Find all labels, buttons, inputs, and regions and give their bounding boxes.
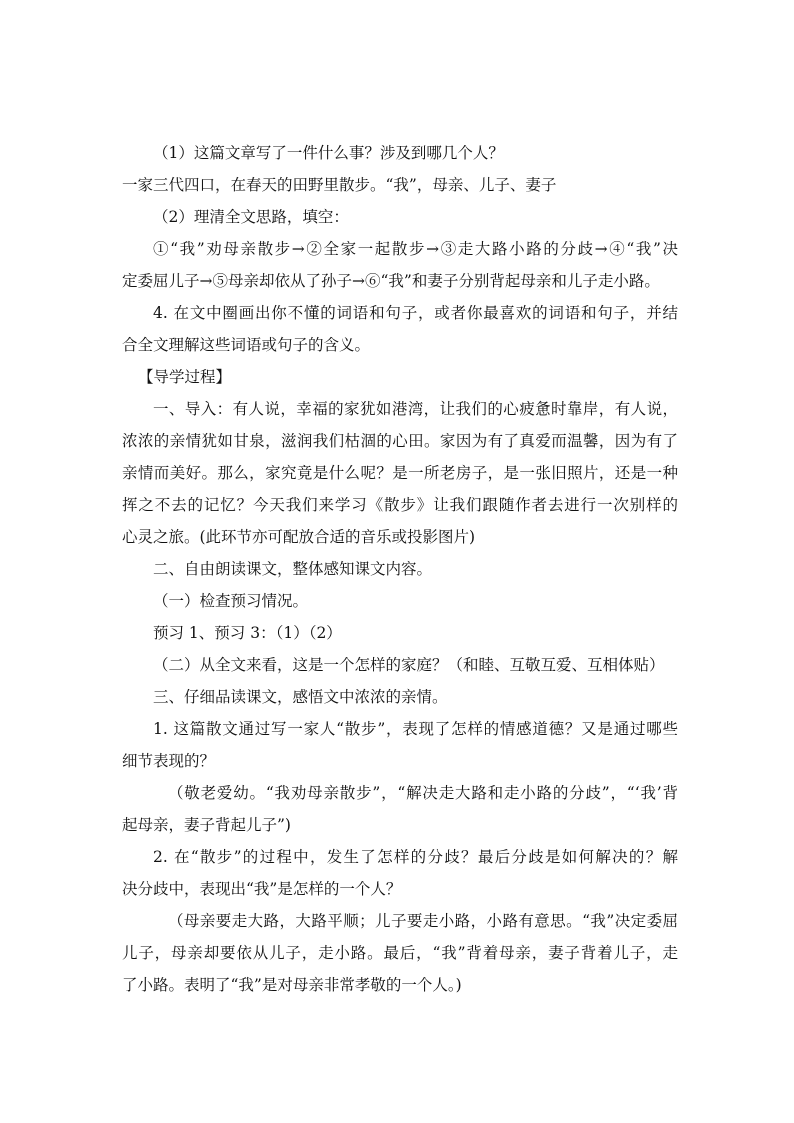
text-line: 二、自由朗读课文，整体感知课文内容。 <box>153 560 433 578</box>
text-line: 一家三代四口，在春天的田野里散步。“我”，母亲、儿子、妻子 <box>122 176 557 194</box>
text-line: 一、导入：有人说，幸福的家犹如港湾，让我们的心疲惫时靠岸，有人说， <box>153 400 678 418</box>
section-heading: 【导学过程】 <box>138 368 232 386</box>
text-line: 挥之不去的记忆？今天我们来学习《散步》让我们跟随作者去进行一次别样的 <box>122 496 678 514</box>
text-line: （母亲要走大路，大路平顺；儿子要走小路，小路有意思。“我”决定委屈 <box>168 912 678 930</box>
text-line: 定委屈儿子→⑤母亲却依从了孙子→⑥“我”和妻子分别背起母亲和儿子走小路。 <box>122 272 660 290</box>
text-line: （二）从全文来看，这是一个怎样的家庭？（和睦、互敬互爱、互相体贴） <box>153 656 665 674</box>
text-line: 细节表现的？ <box>122 752 216 770</box>
check-preview-paragraph <box>122 585 678 617</box>
text-line: （一）检查预习情况。 <box>153 592 309 610</box>
text-line: 亲情而美好。那么，家究竟是什么呢？是一所老房子，是一张旧照片，还是一种 <box>122 464 678 482</box>
text-line: 心灵之旅。(此环节亦可配放合适的音乐或投影图片) <box>122 528 476 546</box>
section-heading-paragraph <box>122 361 678 393</box>
text-line: 决分歧中，表现出“我”是怎样的一个人？ <box>122 880 402 898</box>
answer-2-paragraph <box>122 233 678 297</box>
discussion-1-paragraph <box>122 713 678 777</box>
question-2-paragraph <box>122 201 678 233</box>
text-line: 起母亲，妻子背起儿子”) <box>122 816 291 834</box>
family-question-paragraph <box>122 649 678 681</box>
text-line: 合全文理解这些词语或句子的含义。 <box>122 336 371 354</box>
preview-items-paragraph <box>122 617 678 649</box>
discussion-1-answer-paragraph <box>122 777 678 841</box>
task-4-paragraph <box>122 297 678 361</box>
text-line: 4. 在文中圈画出你不懂的词语和句子，或者你最喜欢的词语和句子，并结 <box>153 304 678 322</box>
document-body <box>122 137 678 1001</box>
text-line: 儿子，母亲却要依从儿子，走小路。最后，“我”背着母亲，妻子背着儿子，走 <box>122 944 678 962</box>
text-line: （敬老爱幼。“我劝母亲散步”，“解决走大路和走小路的分歧”，“‘我’背 <box>168 784 678 802</box>
step-3-paragraph <box>122 681 678 713</box>
text-line: 1. 这篇散文通过写一家人“散步”，表现了怎样的情感道德？又是通过哪些 <box>153 720 678 738</box>
step-2-paragraph <box>122 553 678 585</box>
text-line: ①“我”劝母亲散步→②全家一起散步→③走大路小路的分歧→④“我”决 <box>153 240 678 258</box>
discussion-2-answer-paragraph <box>122 905 678 1001</box>
text-line: 浓浓的亲情犹如甘泉，滋润我们枯涸的心田。家因为有了真爱而温馨，因为有了 <box>122 432 678 450</box>
text-line: 了小路。表明了“我”是对母亲非常孝敬的一个人。) <box>122 976 462 994</box>
text-line: 2. 在“散步”的过程中，发生了怎样的分歧？最后分歧是如何解决的？解 <box>153 848 678 866</box>
text-line: 三、仔细品读课文，感悟文中浓浓的亲情。 <box>153 688 448 706</box>
question-1-paragraph <box>122 137 678 169</box>
discussion-2-paragraph <box>122 841 678 905</box>
text-line: （2）理清全文思路，填空： <box>153 208 349 226</box>
answer-1-paragraph <box>122 169 678 201</box>
text-line: （1）这篇文章写了一件什么事？涉及到哪几个人？ <box>153 144 504 162</box>
text-line: 预习 1、预习 3：（1）（2） <box>153 624 342 642</box>
introduction-paragraph <box>122 393 678 553</box>
